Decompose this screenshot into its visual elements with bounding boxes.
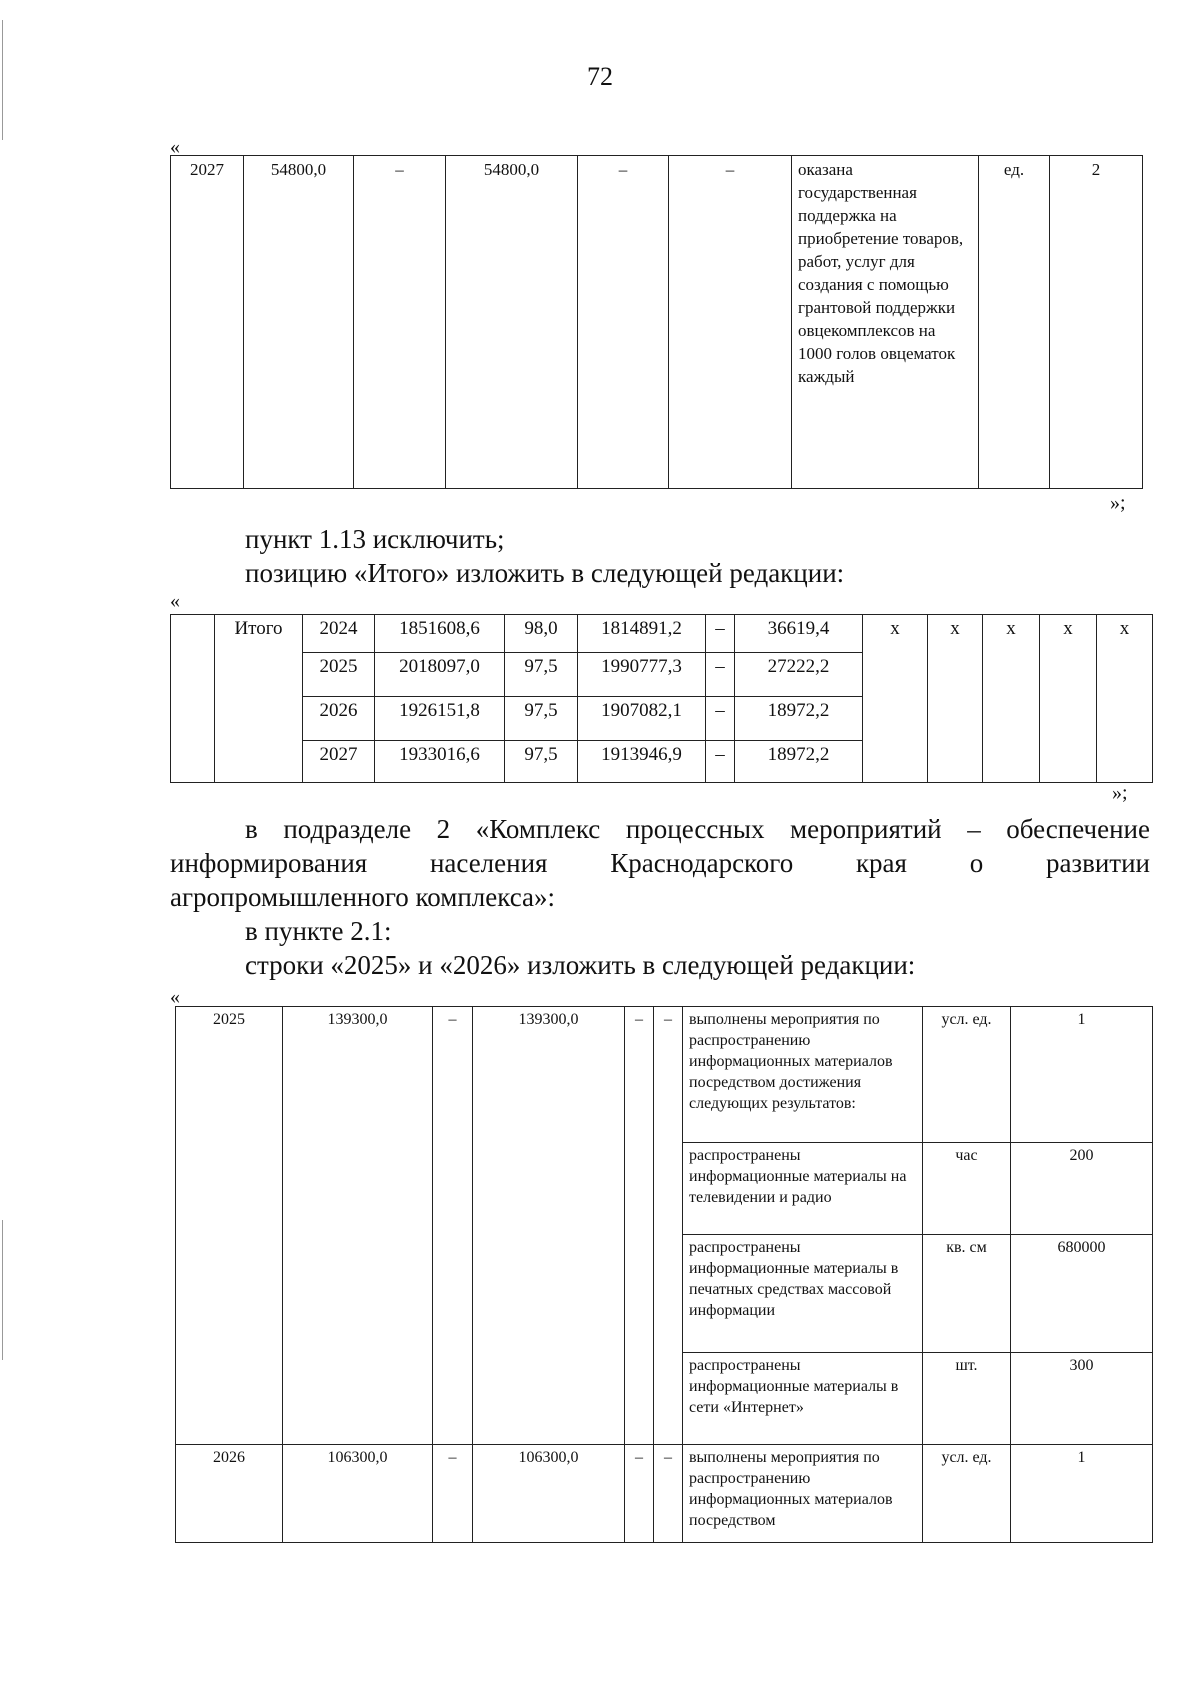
cell-unit: час — [923, 1143, 1011, 1235]
cell-total: 54800,0 — [244, 156, 354, 489]
cell-x: х — [983, 615, 1040, 783]
cell-federal: 1907082,1 — [578, 697, 706, 741]
table-total — [170, 614, 1153, 783]
close-quote: »; — [1110, 492, 1126, 514]
cell-unit: кв. см — [923, 1235, 1011, 1353]
paragraph-subsection-2-line3: агропромышленного комплекса»: — [170, 882, 555, 912]
cell-result: выполнены мероприятия по распространению информационных материалов посредством достижения следующих результатов: — [683, 1007, 923, 1143]
scan-mark — [2, 1220, 3, 1360]
table-row — [171, 156, 1143, 489]
cell-dash: – — [654, 1445, 683, 1543]
cell-value: 2 — [1050, 156, 1143, 489]
cell-dash: – — [706, 653, 735, 697]
open-quote: « — [170, 590, 180, 612]
table-grant-support-2027 — [170, 155, 1143, 489]
cell-percent: 97,5 — [505, 653, 578, 697]
cell-value: 1 — [1011, 1007, 1153, 1143]
cell-dash: – — [578, 156, 669, 489]
table-row — [176, 1445, 1153, 1543]
cell-year: 2025 — [303, 653, 375, 697]
cell-percent: 97,5 — [505, 697, 578, 741]
cell-year: 2025 — [176, 1007, 283, 1445]
cell-amount: 139300,0 — [473, 1007, 625, 1445]
open-quote: « — [170, 986, 180, 1008]
paragraph-subsection-2-line2: информирования населения Краснодарского края о развитии — [170, 848, 1150, 878]
cell-value: 1 — [1011, 1445, 1153, 1543]
cell-dash: – — [706, 615, 735, 653]
cell-total: 139300,0 — [283, 1007, 433, 1445]
cell-dash: – — [706, 697, 735, 741]
cell-dash: – — [625, 1445, 654, 1543]
paragraph-exclude-1-13: пункт 1.13 исключить; — [245, 524, 505, 554]
cell-result: выполнены мероприятия по распространению информационных материалов посредством — [683, 1445, 923, 1543]
cell-total-label: Итого — [215, 615, 303, 783]
table-row — [171, 615, 1153, 653]
cell-dash: – — [654, 1007, 683, 1445]
cell-x: х — [928, 615, 983, 783]
cell-year: 2027 — [171, 156, 244, 489]
paragraph-subsection-2-line1: в подразделе 2 «Комплекс процессных мероприятий – обеспечение — [245, 814, 1150, 844]
cell-year: 2027 — [303, 741, 375, 783]
open-quote: « — [170, 136, 180, 158]
cell-unit: шт. — [923, 1353, 1011, 1445]
cell-unit: усл. ед. — [923, 1007, 1011, 1143]
cell-total: 106300,0 — [283, 1445, 433, 1543]
cell-total: 1851608,6 — [375, 615, 505, 653]
cell-dash: – — [433, 1007, 473, 1445]
cell-x: х — [1040, 615, 1097, 783]
cell-percent: 97,5 — [505, 741, 578, 783]
cell-total: 1926151,8 — [375, 697, 505, 741]
cell-federal: 1990777,3 — [578, 653, 706, 697]
table-info-events — [175, 1006, 1153, 1543]
cell-value: 680000 — [1011, 1235, 1153, 1353]
cell-result: распространены информационные материалы в сети «Интернет» — [683, 1353, 923, 1445]
cell-other: 18972,2 — [735, 741, 863, 783]
page-number: 72 — [587, 62, 613, 91]
cell-year: 2026 — [303, 697, 375, 741]
cell-dash: – — [706, 741, 735, 783]
table-row — [176, 1007, 1153, 1143]
paragraph-rows-edit: строки «2025» и «2026» изложить в следующей редакции: — [245, 950, 916, 980]
cell-year: 2026 — [176, 1445, 283, 1543]
cell-year: 2024 — [303, 615, 375, 653]
cell-dash: – — [625, 1007, 654, 1445]
cell-x: х — [1097, 615, 1153, 783]
cell-unit: ед. — [979, 156, 1050, 489]
cell-dash: – — [433, 1445, 473, 1543]
cell-x: х — [863, 615, 928, 783]
cell-federal: 1913946,9 — [578, 741, 706, 783]
paragraph-item-2-1: в пункте 2.1: — [245, 916, 392, 946]
cell-result: оказана государственная поддержка на приобретение товаров, работ, услуг для создания с помощью грантовой поддержки овцекомплексов на 1000 голов овцематок каждый — [792, 156, 979, 489]
cell-empty — [171, 615, 215, 783]
cell-value: 200 — [1011, 1143, 1153, 1235]
cell-percent: 98,0 — [505, 615, 578, 653]
paragraph-total-edit: позицию «Итого» изложить в следующей редакции: — [245, 558, 845, 588]
cell-result: распространены информационные материалы в печатных средствах массовой информации — [683, 1235, 923, 1353]
cell-amount: 54800,0 — [446, 156, 578, 489]
cell-unit: усл. ед. — [923, 1445, 1011, 1543]
close-quote: »; — [1112, 782, 1128, 804]
cell-amount: 106300,0 — [473, 1445, 625, 1543]
cell-other: 18972,2 — [735, 697, 863, 741]
cell-total: 2018097,0 — [375, 653, 505, 697]
cell-federal: 1814891,2 — [578, 615, 706, 653]
cell-other: 36619,4 — [735, 615, 863, 653]
cell-result: распространены информационные материалы на телевидении и радио — [683, 1143, 923, 1235]
cell-other: 27222,2 — [735, 653, 863, 697]
cell-value: 300 — [1011, 1353, 1153, 1445]
cell-dash: – — [354, 156, 446, 489]
cell-dash: – — [669, 156, 792, 489]
cell-total: 1933016,6 — [375, 741, 505, 783]
